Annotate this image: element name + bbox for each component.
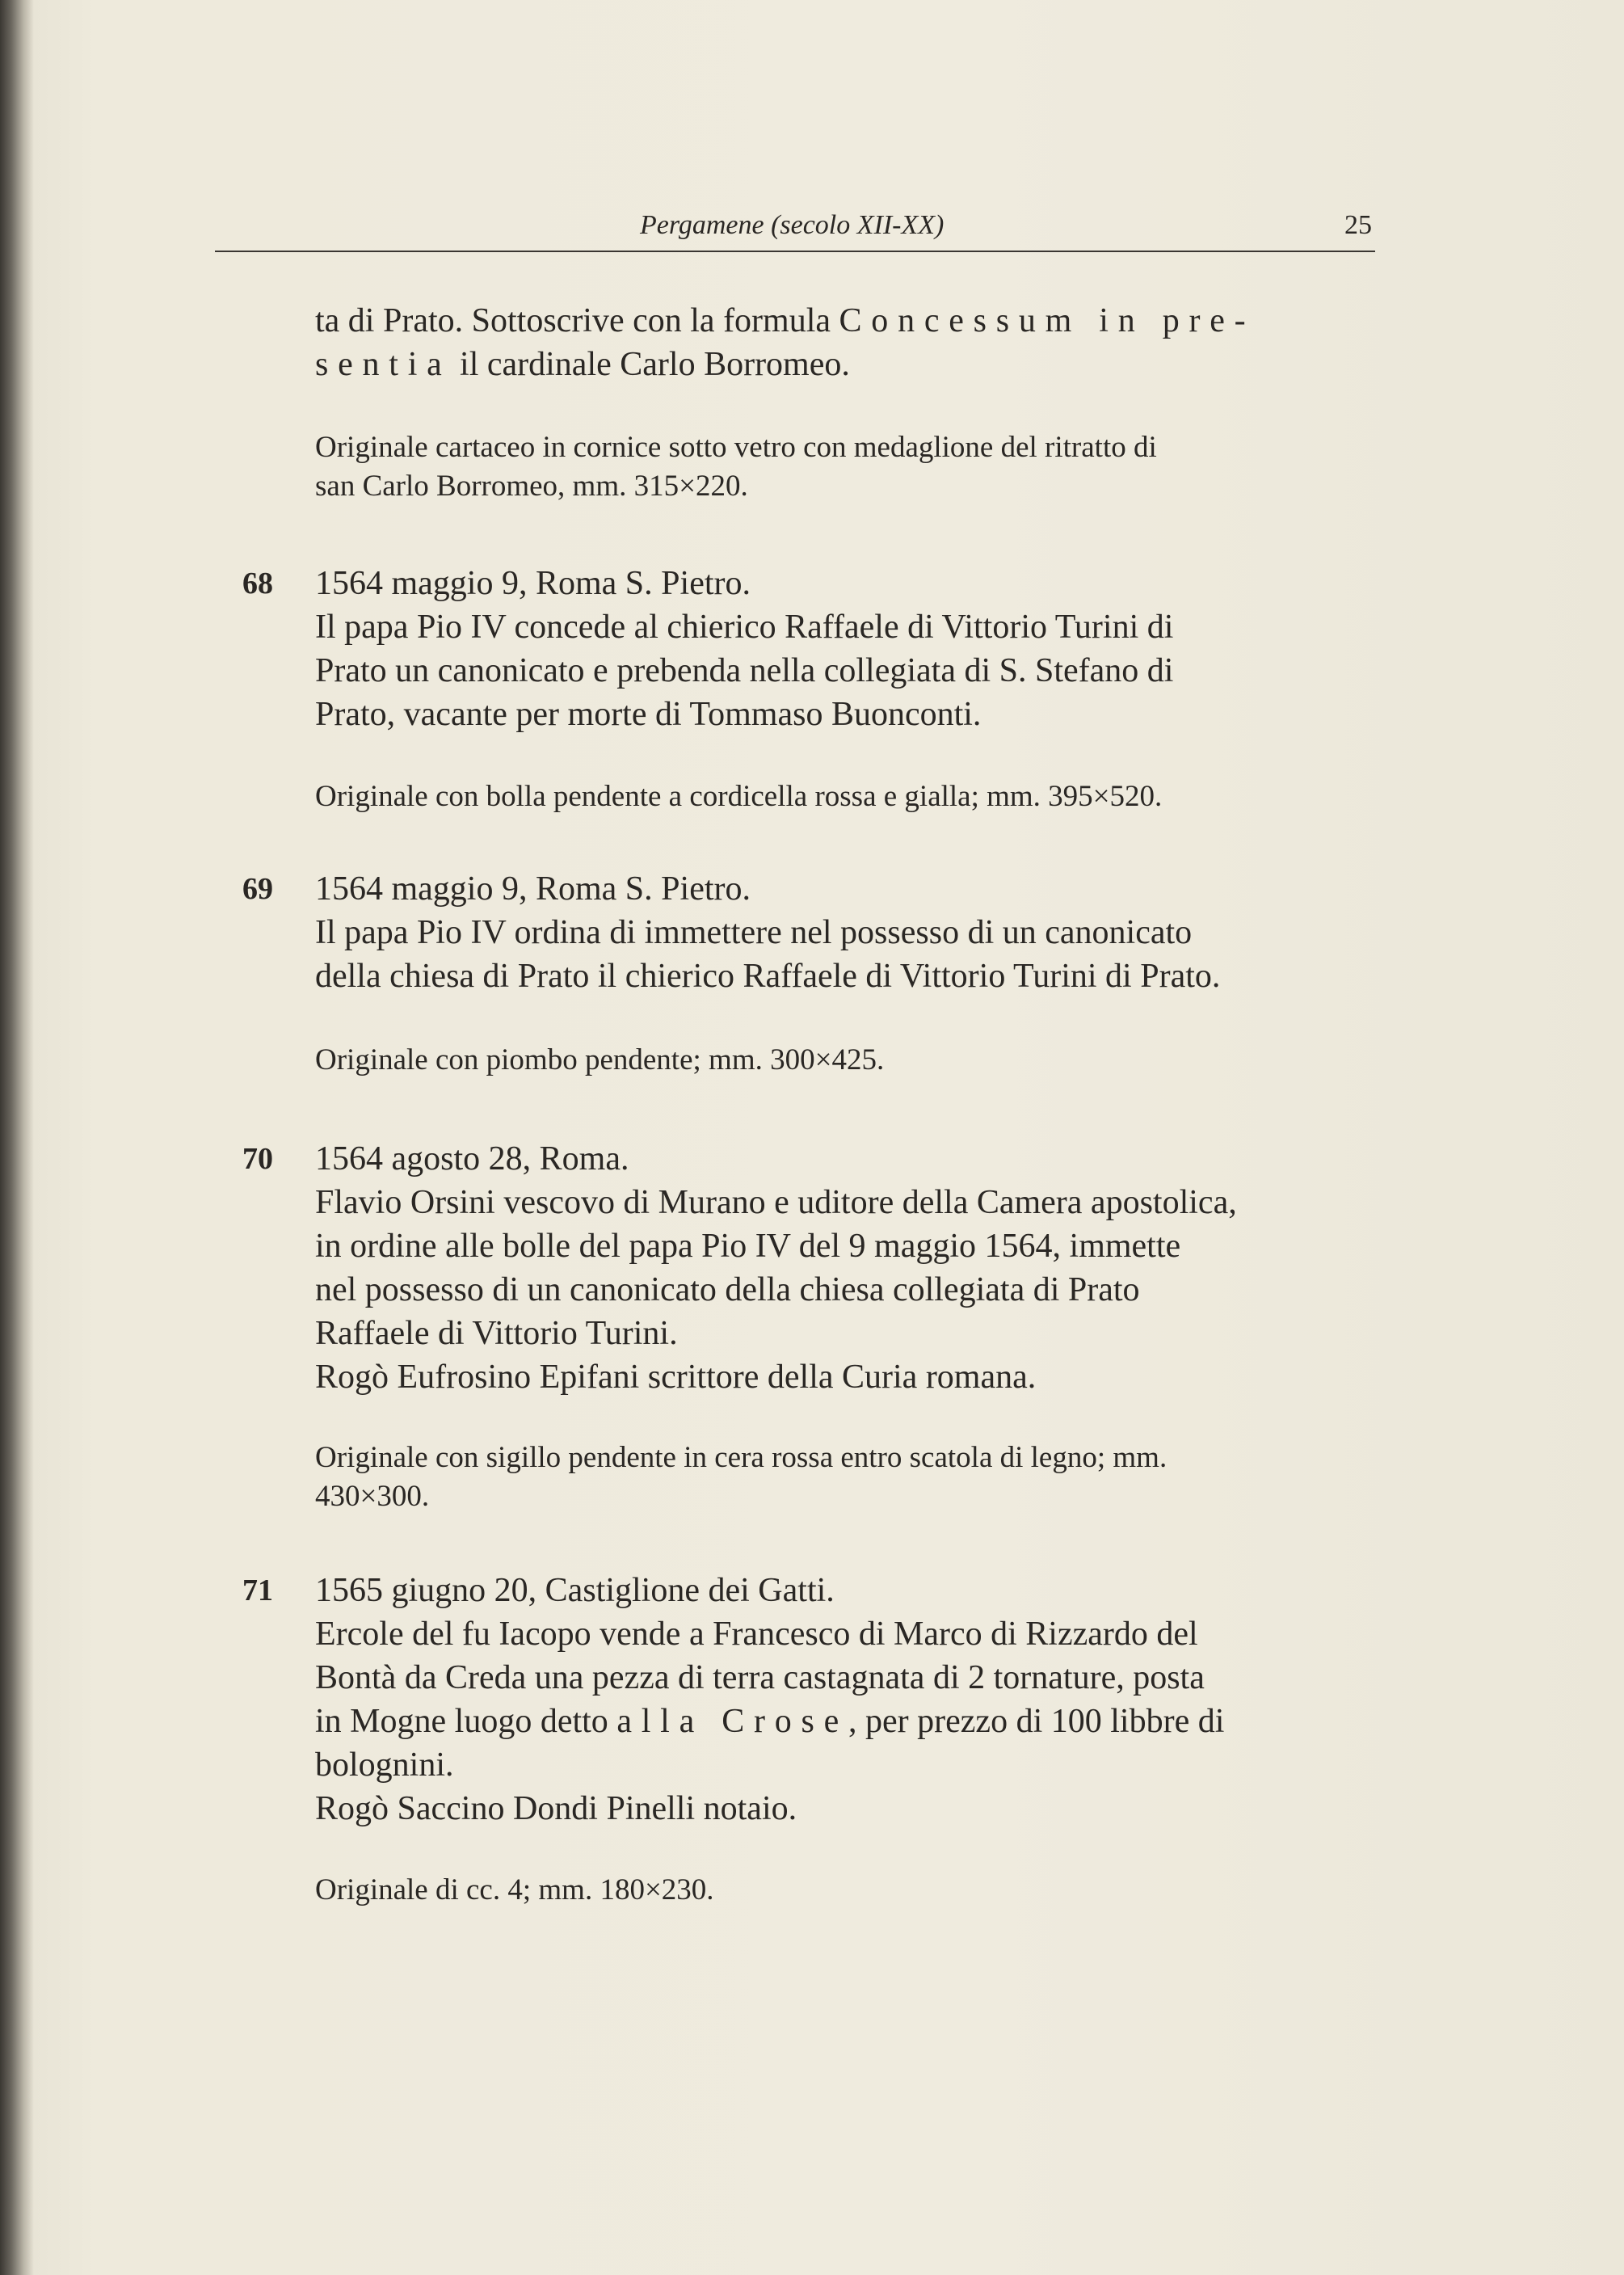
entry-line-part: in Mogne luogo detto xyxy=(315,1703,617,1740)
entry-line: Ercole del fu Iacopo vende a Francesco di Marco di Rizzardo del xyxy=(315,1616,1198,1653)
spaced-placename: alla Crose xyxy=(616,1703,849,1740)
note-line: san Carlo Borromeo, mm. 315×220. xyxy=(315,470,748,503)
entry-line: in ordine alle bolle del papa Pio IV del 9 maggio 1564, immette xyxy=(315,1228,1181,1265)
entry-68-text xyxy=(315,562,1374,736)
entry-71-note xyxy=(315,1871,1374,1910)
entry-69-text xyxy=(315,867,1374,998)
entry-line-part: , per prezzo di 100 libbre di xyxy=(848,1703,1225,1740)
entry-line: Il papa Pio IV concede al chierico Raffaele di Vittorio Turini di xyxy=(315,609,1174,646)
note-line: 430×300. xyxy=(315,1480,430,1513)
entry-number: 69 xyxy=(242,872,273,906)
entry-line: Flavio Orsini vescovo di Murano e uditore della Camera apostolica, xyxy=(315,1184,1237,1221)
entry-line: nel possesso di un canonicato della chiesa collegiata di Prato xyxy=(315,1271,1140,1308)
entry-70-note xyxy=(315,1439,1374,1516)
entry-number: 70 xyxy=(242,1142,273,1176)
entry-date-line: 1565 giugno 20, Castiglione dei Gatti. xyxy=(315,1572,835,1609)
book-binding-edge xyxy=(0,0,34,2275)
entry-line: Rogò Eufrosino Epifani scrittore della Curia romana. xyxy=(315,1359,1037,1396)
page-number: 25 xyxy=(1344,210,1372,240)
entry-date-line: 1564 agosto 28, Roma. xyxy=(315,1140,629,1178)
entry-number: 71 xyxy=(242,1574,273,1607)
continuation-text-a: ta di Prato. Sottoscrive con la formula xyxy=(315,302,839,339)
entry-date-line: 1564 maggio 9, Roma S. Pietro. xyxy=(315,565,751,602)
entry-line: Prato un canonicato e prebenda nella collegiata di S. Stefano di xyxy=(315,652,1174,689)
continuation-note xyxy=(315,428,1374,506)
note-line: Originale con bolla pendente a cordicella rossa e gialla; mm. 395×520. xyxy=(315,780,1163,813)
entry-date-line: 1564 maggio 9, Roma S. Pietro. xyxy=(315,870,751,908)
entry-line: Rogò Saccino Dondi Pinelli notaio. xyxy=(315,1790,797,1827)
entry-69-note xyxy=(315,1041,1374,1080)
entry-71-text xyxy=(315,1569,1374,1831)
spaced-formula-b: sentia xyxy=(315,346,452,383)
entry-number: 68 xyxy=(242,567,273,600)
note-line: Originale con sigillo pendente in cera rossa entro scatola di legno; mm. xyxy=(315,1441,1168,1474)
entry-line: Raffaele di Vittorio Turini. xyxy=(315,1315,678,1352)
page-header xyxy=(215,205,1375,252)
entry-line: Il papa Pio IV ordina di immettere nel possesso di un canonicato xyxy=(315,914,1193,951)
continuation-text xyxy=(315,299,1374,386)
entry-line: bolognini. xyxy=(315,1746,454,1784)
continuation-text-b: il cardinale Carlo Borromeo. xyxy=(451,346,850,383)
running-title: Pergamene (secolo XII-XX) xyxy=(640,210,945,240)
note-line: Originale con piombo pendente; mm. 300×425. xyxy=(315,1043,885,1076)
entry-line: Prato, vacante per morte di Tommaso Buonconti. xyxy=(315,696,982,733)
note-line: Originale di cc. 4; mm. 180×230. xyxy=(315,1873,714,1906)
entry-68-note xyxy=(315,777,1374,816)
spaced-formula-a: Concessum in pre- xyxy=(839,302,1256,339)
note-line: Originale cartaceo in cornice sotto vetro con medaglione del ritratto di xyxy=(315,431,1157,464)
entry-70-text xyxy=(315,1137,1374,1399)
entry-line: della chiesa di Prato il chierico Raffaele di Vittorio Turini di Prato. xyxy=(315,958,1221,995)
entry-line: Bontà da Creda una pezza di terra castagnata di 2 tornature, posta xyxy=(315,1659,1205,1696)
